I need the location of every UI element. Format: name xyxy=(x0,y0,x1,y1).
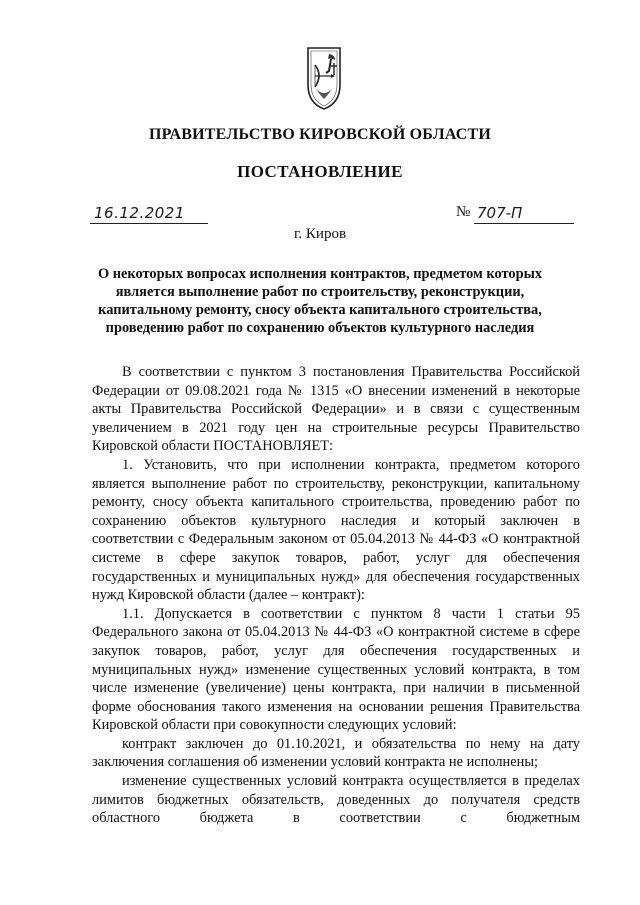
subject-line: капитальному ремонту, сносу объекта капитального строительства, xyxy=(98,302,542,318)
decree-body xyxy=(92,363,580,828)
decree-date-field xyxy=(90,203,208,224)
decree-number-field xyxy=(474,203,574,224)
subject-line: является выполнение работ по строительству, реконструкции, xyxy=(115,284,525,300)
body-paragraph: 1.1. Допускается в соответствии с пунктом 8 части 1 статьи 95 Федерального закона от 05.04.2013 № 44-ФЗ «О контрактной системе в сфере закупок товаров, работ, услуг для обеспечения государственных и муниципальных нужд» изменение существенных условий контракта, в том числе изменение (увеличение) цены контракта, при наличии в письменной форме обоснования такого изменения на основании решения Правительства Кировской области при совокупности следующих условий: xyxy=(92,605,580,734)
subject-line: О некоторых вопросах исполнения контрактов, предметом которых xyxy=(97,266,543,282)
body-paragraph: 1. Установить, что при исполнении контракта, предметом которого является выполнение работ по строительству, реконструкции, капитальному ремонту, сносу объекта капитального строительства, проведению работ по сохранению объектов культурного наследия и который заключен в соответствии с Федеральным законом от 05.04.2013 № 44-ФЗ «О контрактной системе в сфере закупок товаров, работ, услуг для обеспечения государственных и муниципальных нужд» для обеспечения государственных нужд Кировской области (далее – контракт): xyxy=(92,456,580,604)
document-type-title: ПОСТАНОВЛЕНИЕ xyxy=(237,162,403,181)
body-paragraph: изменение существенных условий контракта осуществляется в пределах лимитов бюджетных обязательств, доведенных до получателя средств областного бюджета в соответствии с бюджетным xyxy=(92,773,580,827)
decree-date: 16.12.2021 xyxy=(94,204,185,222)
government-title: ПРАВИТЕЛЬСТВО КИРОВСКОЙ ОБЛАСТИ xyxy=(148,126,492,143)
coat-of-arms-icon xyxy=(301,45,347,111)
decree-number-label: № xyxy=(456,204,471,220)
body-paragraph: контракт заключен до 01.10.2021, и обязательства по нему на дату заключения соглашения об изменении условий контракта не исполнены; xyxy=(92,735,580,771)
city-name: г. Киров xyxy=(293,226,347,242)
decree-subject xyxy=(0,265,640,337)
subject-line: проведению работ по сохранению объектов культурного наследия xyxy=(105,320,535,336)
decree-number: 707-П xyxy=(477,204,523,222)
body-paragraph: В соответствии с пунктом 3 постановления Правительства Российской Федерации от 09.08.2021 года № 1315 «О внесении изменений в некоторые акты Правительства Российской Федерации» и в связи с существенным увеличением в 2021 году цен на строительные ресурсы Правительство Кировской области ПОСТАНОВЛЯЕТ: xyxy=(92,364,580,455)
